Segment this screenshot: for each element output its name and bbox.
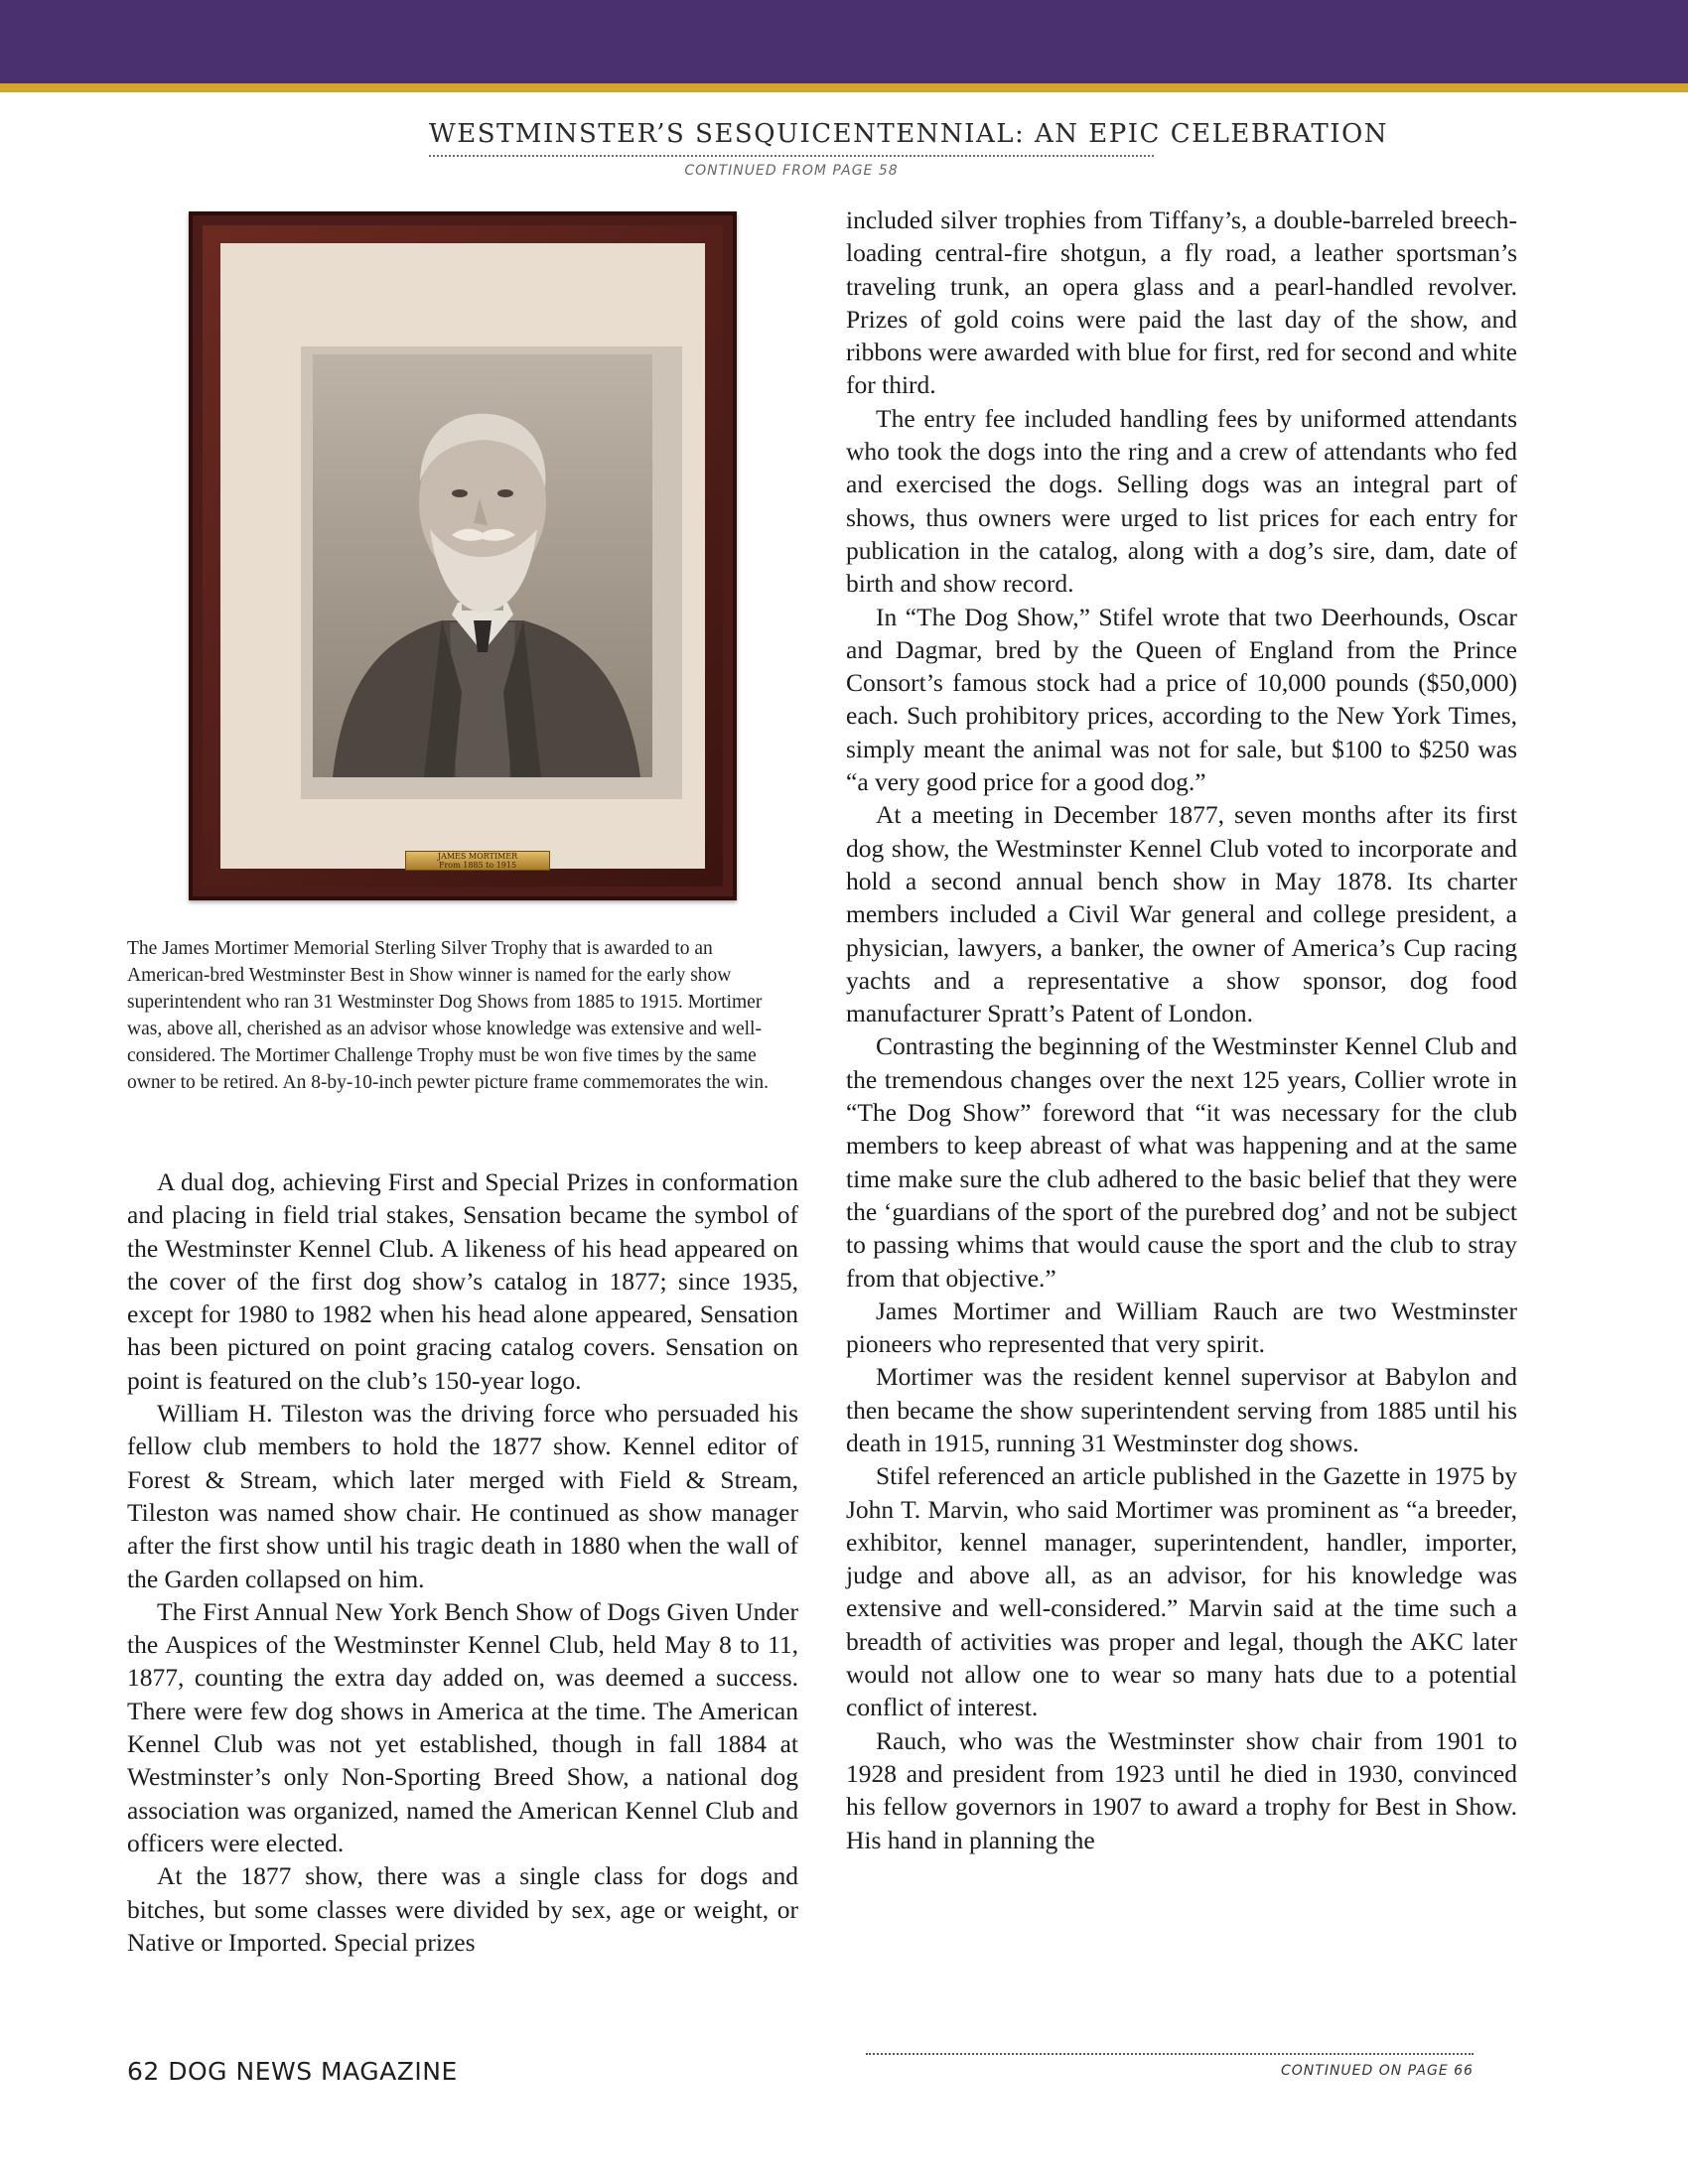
paragraph: included silver trophies from Tiffany’s, a double-barreled breech-loading central-fire shotgun, a fly road, a leather sportsman’s traveling trunk, an opera glass and a pearl-handled revolver. Prizes of gold coins were paid the last day of the show, and ribbons were awarded with blue for first, red for second and white for third. [846, 205, 1517, 400]
paragraph: A dual dog, achieving First and Special Prizes in conformation and placing in field trial stakes, Sensation became the symbol of the Westminster Kennel Club. A likeness of his head appeared on the cover of the first dog show’s catalog in 1877; since 1935, except for 1980 to 1982 when his head alone appeared, Sensation has been pictured on point gracing catalog covers. Sensation on point is featured on the club’s 150-year logo. [127, 1167, 798, 1395]
page-title: WESTMINSTER’S SESQUICENTENNIAL: AN EPIC CELEBRATION [429, 119, 1389, 149]
framed-portrait-photo [189, 211, 737, 900]
frame-molding [203, 225, 723, 887]
article-column-left [127, 1165, 798, 1959]
footer-divider [866, 2053, 1474, 2055]
paragraph: Rauch, who was the Westminster show chair from 1901 to 1928 and president from 1923 until he died in 1930, convinced his fellow governors in 1907 to award a trophy for Best in Show. His hand in planning the [846, 1725, 1517, 1854]
paragraph: The First Annual New York Bench Show of Dogs Given Under the Auspices of the Westminster Kennel Club, held May 8 to 11, 1877, counting the extra day added on, was deemed a success. There were few dog shows in America at the time. The American Kennel Club was not yet established, though in fall 1884 at Westminster’s only Non-Sporting Breed Show, a national dog association was organized, named the American Kennel Club and officers were elected. [127, 1596, 798, 1857]
name-plate-line2: From 1885 to 1915 [438, 861, 517, 870]
header-divider [429, 155, 1154, 157]
paragraph: In “The Dog Show,” Stifel wrote that two Deerhounds, Oscar and Dagmar, bred by the Queen of England from the Prince Consort’s famous stock had a price of 10,000 pounds ($50,000) each. Such prohibitory prices, according to the New York Times, simply meant the animal was not for sale, but $100 to $250 was “a very good price for a good dog.” [846, 602, 1517, 797]
paragraph: Stifel referenced an article published in the Gazette in 1975 by John T. Marvin, who said Mortimer was prominent as “a breeder, exhibitor, kennel manager, superintendent, handler, importer, judge and above all, as an advisor, for his knowledge was extensive and well-considered.” Marvin said at the time such a breadth of activities was proper and legal, though the AKC later would not allow one to wear so many hats due to a potential conflict of interest. [846, 1461, 1517, 1722]
page-footer-label: 62 DOG NEWS MAGAZINE [127, 2057, 458, 2086]
paragraph: William H. Tileston was the driving force who persuaded his fellow club members to hold the 1877 show. Kennel editor of Forest & Stream, which later merged with Field & Stream, Tileston was named show chair. He continued as show manager after the first show until his tragic death in 1880 when the wall of the Garden collapsed on him. [127, 1399, 798, 1593]
paragraph: At the 1877 show, there was a single class for dogs and bitches, but some classes were divided by sex, age or weight, or Native or Imported. Special prizes [127, 1861, 798, 1957]
article-column-right [846, 204, 1517, 1856]
paragraph: James Mortimer and William Rauch are two Westminster pioneers who represented that very spirit. [846, 1296, 1517, 1359]
photo-mat [220, 243, 705, 869]
top-color-band [0, 0, 1688, 83]
portrait-illustration [313, 354, 652, 777]
caption-text: The James Mortimer Memorial Sterling Silver Trophy that is awarded to an American-bred Westminster Best in Show winner is named for the early show superintendent who ran 31 Westminster Dog Shows from 1885 to 1915. Mortimer was, above all, cherished as an advisor whose knowledge was extensive and well-considered. The Mortimer Challenge Trophy must be won five times by the same owner to be retired. An 8-by-10-inch pewter picture frame commemorates the win. [127, 938, 769, 1093]
name-plate-line1: JAMES MORTIMER [437, 852, 518, 861]
name-plate [405, 851, 550, 871]
gold-accent-line [0, 83, 1688, 92]
portrait-image [313, 354, 652, 777]
photo-mat-inner [301, 346, 682, 799]
paragraph: At a meeting in December 1877, seven months after its first dog show, the Westminster Kennel Club voted to incorporate and hold a second annual bench show in May 1878. Its charter members included a Civil War general and college president, a physician, lawyers, a banker, the owner of America’s Cup racing yachts and a representative a show sponsor, dog food manufacturer Spratt’s Patent of London. [846, 800, 1517, 1028]
paragraph: Contrasting the beginning of the Westminster Kennel Club and the tremendous changes over the next 125 years, Collier wrote in “The Dog Show” foreword that “it was necessary for the club members to keep abreast of what was happening and at the same time make sure the club adhered to the basic belief that they were the ‘guardians of the sport of the purebred dog’ and not be subject to passing whims that would cause the sport and the club to stray from that objective.” [846, 1031, 1517, 1293]
page-header [429, 119, 1389, 179]
photo-caption [127, 935, 798, 1096]
paragraph: The entry fee included handling fees by uniformed attendants who took the dogs into the ring and a crew of attendants who fed and exercised the dogs. Selling dogs was an integral part of shows, thus owners were urged to list prices for each entry for publication in the catalog, along with a dog’s sire, dam, date of birth and show record. [846, 403, 1517, 599]
continued-from-note: CONTINUED FROM PAGE 58 [684, 163, 899, 179]
paragraph: Mortimer was the resident kennel supervisor at Babylon and then became the show superintendent serving from 1885 until his death in 1915, running 31 Westminster dog shows. [846, 1362, 1517, 1457]
continued-on-note: CONTINUED ON PAGE 66 [1281, 2063, 1474, 2079]
